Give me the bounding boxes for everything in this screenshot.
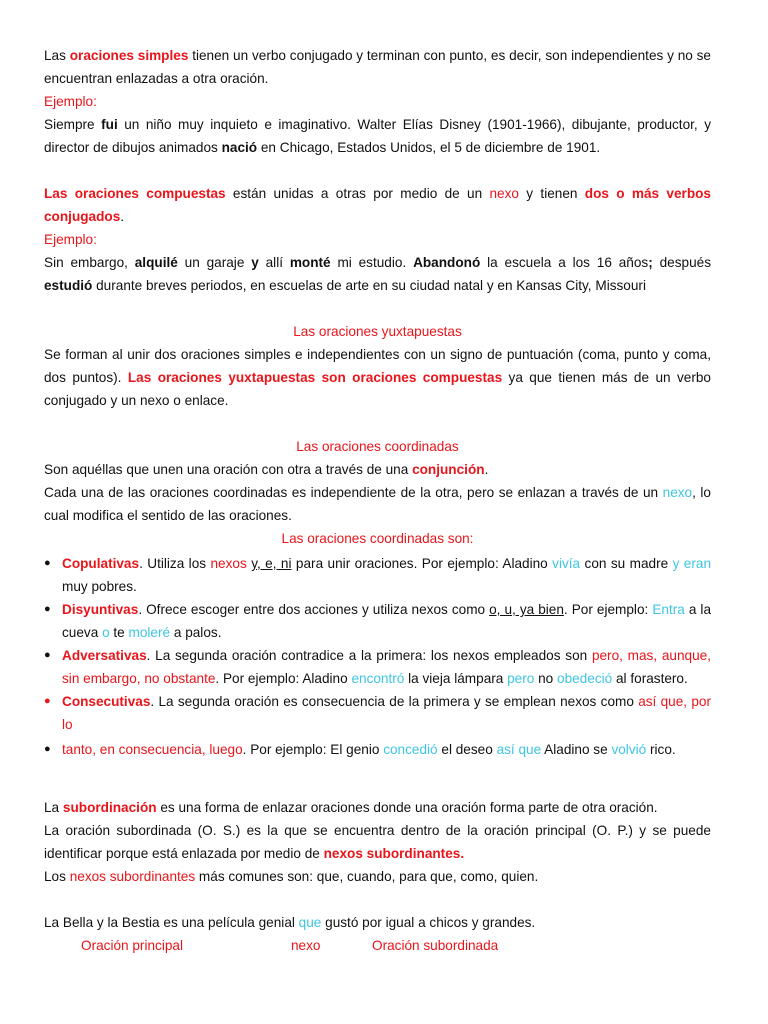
text: . [120,209,125,224]
text: y tienen [518,186,585,201]
verb: Abandonó [413,255,481,270]
semicolon: ; [648,255,653,270]
text: la escuela a los 16 años [480,255,649,270]
text: al forastero. [612,671,688,686]
text: ya que tienen más de un verbo conjugado y un nexo o enlace. [44,370,711,408]
coordinadas-paragraph-2 [44,481,711,527]
example-labels [44,934,711,957]
example-1-label: Ejemplo: [44,94,97,109]
text: Aladino se [541,742,612,757]
text: . [484,462,489,477]
term-conjuncion: conjunción [412,462,485,477]
term-subordinacion: subordinación [62,800,157,815]
term-nexo: nexo [489,186,519,201]
list-item-text [62,552,711,598]
nexo-list: pero, mas, aunque, sin embargo, no obstante [62,648,711,686]
term-consecutivas: Consecutivas [62,694,151,709]
example-2-label: Ejemplo: [44,232,97,247]
coordinadas-paragraph-1 [44,458,711,481]
heading-coordinadas: Las oraciones coordinadas [296,439,459,454]
term-oraciones-simples: oraciones simples [69,48,189,63]
spacer [44,761,711,784]
list-item-disyuntivas [44,598,711,644]
text: . Por ejemplo: El genio [242,742,384,757]
text: , lo cual modifica el sentido de las oraciones. [44,485,711,523]
text: La Bella y la Bestia es una película genial [44,915,299,930]
subordinacion-paragraph-1 [44,796,711,819]
list-item-copulativas [44,552,711,598]
text: el deseo [437,742,497,757]
conjunction: o [102,625,110,640]
text: a palos. [170,625,222,640]
term-nexos-subordinantes: nexos subordinantes. [323,846,465,861]
spacer [44,888,711,911]
nexo-list: tanto, en consecuencia, luego [62,742,243,757]
compound-sentences-paragraph [44,182,711,228]
nexo-list: o, u, ya bien [489,602,564,617]
text: un niño muy inquieto e imaginativo. Walter Elías Disney (1901-1966), dibujante, productor, y director de dibujos animados [44,117,711,155]
text: Son aquéllas que unen una oración con otra a través de una [44,462,413,477]
term-oraciones-compuestas: Las oraciones compuestas [44,186,226,201]
conjunction: así que [496,742,542,757]
term-nexos: nexos [210,556,247,571]
term-copulativas: Copulativas [62,556,140,571]
bullet-icon: ● [44,743,51,755]
text: La oración subordinada (O. S.) es la que se encuentra dentro de la oración principal (O. P.) y se puede identificar porque está enlazada por medio de [44,823,711,861]
spacer [44,297,711,320]
text: durante breves periodos, en escuelas de arte en su ciudad natal y en Kansas City, Missouri [92,278,646,293]
bullet-icon: ● [44,603,51,615]
text: rico. [646,742,676,757]
text: . Utiliza los [139,556,211,571]
verb: monté [289,255,331,270]
bullet-icon: ● [44,557,51,569]
verb: Entra [652,602,685,617]
list-item-text [62,644,711,690]
text: Las [44,48,70,63]
term-nexo: nexo [662,485,693,500]
heading-yuxtapuestas: Las oraciones yuxtapuestas [293,324,462,339]
verb: estudió [44,278,93,293]
text: allí [258,255,290,270]
text: . La segunda oración contradice a la primera: los nexos empleados son [146,648,592,663]
spacer [44,159,711,182]
text: mi estudio. [330,255,414,270]
text: . Por ejemplo: [563,602,653,617]
verb: fui [101,117,118,132]
term-adversativas: Adversativas [62,648,147,663]
verb: y eran [672,556,711,571]
example-2-text [44,251,711,297]
verb: moleré [128,625,171,640]
simple-sentences-paragraph [44,44,711,90]
text: un garaje [177,255,252,270]
text: tienen un verbo conjugado y terminan con punto, es decir, son independientes y no se encuentran enlazadas a otra oración. [44,48,711,86]
conjunction: y [251,255,259,270]
list-item-consecutivas [44,690,711,736]
list-item-text [62,598,711,644]
text: Los [44,869,70,884]
list-item-adversativas [44,644,711,690]
label-oracion-principal: Oración principal [81,938,183,953]
text: la vieja lámpara [404,671,508,686]
verb: concedió [383,742,438,757]
verb: obedeció [557,671,613,686]
example-nexo: que [298,915,322,930]
text: . Ofrece escoger entre dos acciones y utiliza nexos como [138,602,490,617]
text: Sin embargo, [44,255,135,270]
subordinacion-paragraph-2 [44,819,711,865]
text: Siempre [44,117,102,132]
verb: encontró [351,671,405,686]
spacer [44,784,711,796]
text: es una forma de enlazar oraciones donde una oración forma parte de otra oración. [156,800,658,815]
yuxtapuestas-paragraph [44,343,711,412]
spacer [44,412,711,435]
text: para unir oraciones. Por ejemplo: Aladino [291,556,553,571]
verb: alquilé [134,255,178,270]
term-nexos-subordinantes: nexos subordinantes [69,869,196,884]
subordinacion-paragraph-3 [44,865,711,888]
text: en Chicago, Estados Unidos, el 5 de diciembre de 1901. [257,140,601,155]
text: con su madre [580,556,673,571]
text: La [44,800,63,815]
nexo-list: así que, por lo [62,694,712,732]
list-item-text [62,690,711,736]
term-yuxtapuestas: Las oraciones yuxtapuestas son oraciones compuestas [127,370,503,385]
text: no [534,671,558,686]
verb: volvió [611,742,647,757]
subordinacion-example [44,911,711,934]
bullet-icon: ● [44,649,51,661]
text: Cada una de las oraciones coordinadas es independiente de la otra, pero se enlazan a través de un [44,485,663,500]
text: . Por ejemplo: Aladino [215,671,352,686]
text: están unidas a otras por medio de un [225,186,490,201]
subheading-coordinadas-son: Las oraciones coordinadas son: [281,531,474,546]
text: a la cueva [62,602,711,640]
text: Se forman al unir dos oraciones simples e independientes con un signo de puntuación (coma, punto y coma, dos puntos). [44,347,711,385]
verb: vivía [552,556,581,571]
list-item-text [62,738,711,761]
text: más comunes son: que, cuando, para que, como, quien. [195,869,539,884]
list-item-consecutivas-cont [44,738,711,761]
example-1-text [44,113,711,159]
text: muy pobres. [62,579,137,594]
term-verbos: dos o más verbos conjugados [44,186,711,224]
bullet-icon: ● [44,695,51,707]
conjunction: pero [507,671,535,686]
text: . La segunda oración es consecuencia de la primera y se emplean nexos como [150,694,639,709]
verb: nació [221,140,258,155]
term-disyuntivas: Disyuntivas [62,602,139,617]
label-nexo: nexo [291,938,321,953]
label-oracion-subordinada: Oración subordinada [372,938,499,953]
text: gustó por igual a chicos y grandes. [321,915,536,930]
text: después [652,255,711,270]
text: te [109,625,129,640]
nexo-list: y, e, ni [251,556,292,571]
